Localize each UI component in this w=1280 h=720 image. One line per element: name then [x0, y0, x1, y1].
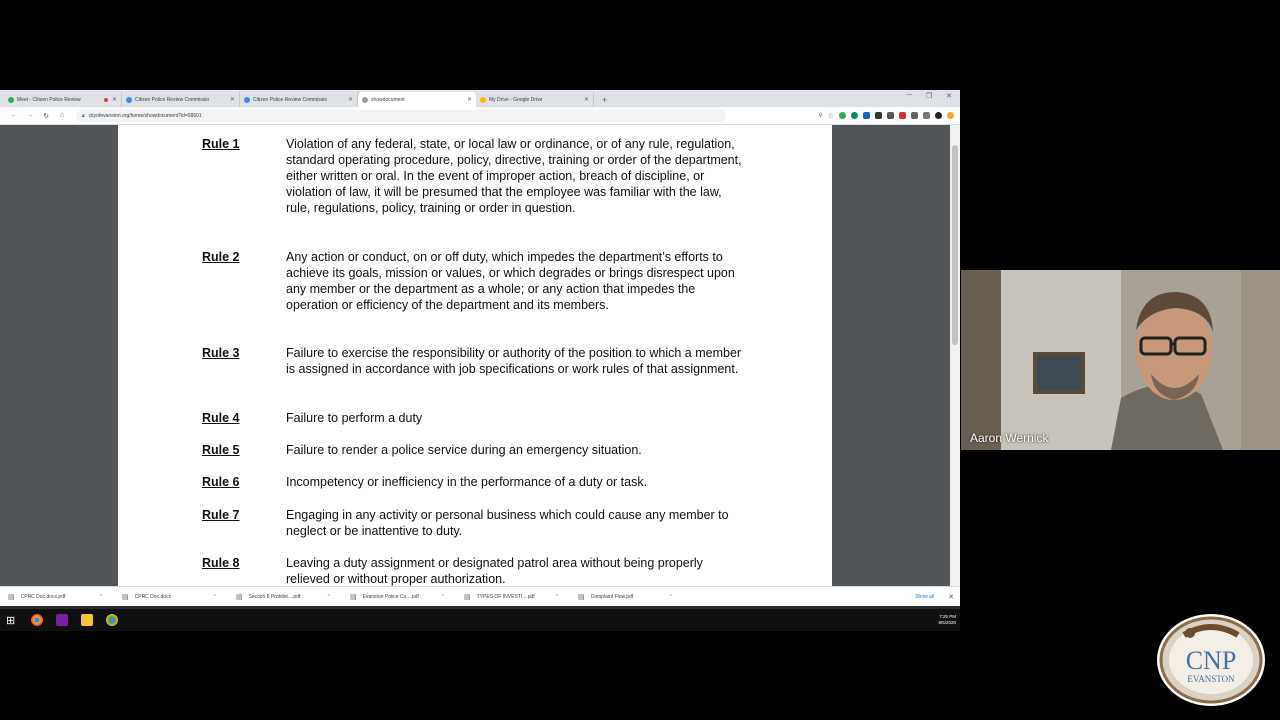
close-icon[interactable]: ✕ [466, 97, 472, 103]
window-controls [907, 92, 952, 100]
participant-name: Aaron Wernick [970, 431, 1049, 445]
globe-favicon-icon [362, 97, 368, 103]
download-name: Section 8 Prohibit....pdf [248, 593, 301, 600]
chevron-up-icon[interactable]: ⌃ [440, 593, 445, 600]
participant-video-icon [961, 270, 1280, 450]
back-arrow-icon[interactable]: ← [10, 112, 18, 119]
windows-start-icon[interactable]: ⊞ [6, 614, 16, 627]
update-icon[interactable] [947, 112, 954, 119]
lock-icon: 🔒︎ [82, 112, 85, 119]
extensions-puzzle-icon[interactable] [923, 112, 930, 119]
download-name: CPRC Doc.docx [134, 593, 172, 600]
rule-text: Engaging in any activity or personal business which could cause any member to neglect or be inattentive to duty. [286, 508, 729, 538]
extension-icon[interactable] [911, 112, 918, 119]
chevron-up-icon[interactable]: ⌃ [98, 593, 103, 600]
browser-tab[interactable] [4, 92, 122, 107]
download-item[interactable] [578, 593, 692, 601]
browser-tab[interactable] [476, 92, 594, 107]
browser-tab[interactable] [240, 92, 358, 107]
show-all-link[interactable]: Show all [915, 593, 935, 600]
participant-video-tile [961, 270, 1280, 450]
logo-text: CNP [1185, 646, 1237, 675]
clock-date: 8/5/2020 [938, 620, 956, 625]
home-icon[interactable]: ⌂ [59, 112, 65, 119]
scrollbar-thumb[interactable] [952, 145, 958, 345]
docs-favicon-icon [244, 97, 250, 103]
forward-arrow-icon[interactable]: → [26, 112, 34, 119]
tab-label: Citizen Police Review Commissio [135, 96, 210, 103]
download-item[interactable] [350, 593, 464, 601]
rule-name: Rule 7 [202, 508, 240, 522]
tab-label: Citizen Police Review Commissio [253, 96, 328, 103]
pdf-file-icon: ▤ [350, 593, 357, 601]
document-page [118, 125, 832, 586]
pdf-file-icon: ▤ [578, 593, 585, 601]
browser-tab-active[interactable] [358, 92, 476, 107]
shared-screen [0, 90, 960, 631]
rule-4 [202, 410, 762, 426]
close-window-icon[interactable]: ✕ [946, 93, 952, 100]
close-icon[interactable]: ✕ [347, 97, 353, 103]
windows-taskbar [0, 609, 960, 631]
close-icon[interactable]: ✕ [229, 97, 235, 103]
download-item[interactable] [464, 593, 578, 601]
rule-name: Rule 6 [202, 475, 240, 489]
extension-icon[interactable] [851, 112, 858, 119]
close-icon[interactable]: ✕ [948, 593, 954, 601]
download-item[interactable] [122, 593, 236, 601]
rule-6 [202, 474, 762, 490]
rule-name: Rule 3 [202, 346, 240, 360]
meet-favicon-icon [8, 97, 14, 103]
downloads-bar [0, 586, 960, 606]
extension-icon[interactable] [899, 112, 906, 119]
chevron-up-icon[interactable]: ⌃ [212, 593, 217, 600]
doc-file-icon: ▤ [122, 593, 129, 601]
rule-name: Rule 1 [202, 137, 240, 151]
rule-name: Rule 5 [202, 443, 240, 457]
drive-favicon-icon [480, 97, 486, 103]
extension-icon[interactable] [839, 112, 846, 119]
download-name: Complaint Flow.pdf [590, 593, 634, 600]
rule-text: Failure to exercise the responsibility or authority of the position to which a member is assigned in accordance with job specifications or work rules of that assignment. [286, 346, 742, 376]
rule-name: Rule 4 [202, 411, 240, 425]
logo-subtext: EVANSTON [1187, 674, 1235, 684]
browser-toolbar [0, 107, 960, 125]
download-name: TYPES OF INVESTI....pdf [476, 593, 535, 600]
address-bar[interactable] [76, 110, 726, 122]
recording-dot-icon [104, 98, 108, 102]
chevron-up-icon[interactable]: ⌃ [326, 593, 331, 600]
tab-label: Meet - Citizen Police Review [17, 96, 81, 103]
rule-1 [202, 136, 762, 216]
cnp-evanston-logo [1156, 613, 1266, 707]
tab-label: My Drive - Google Drive [489, 96, 543, 103]
zoom-icon[interactable]: ⚲ [818, 113, 823, 119]
rule-name: Rule 2 [202, 250, 240, 264]
restore-icon[interactable]: ❐ [925, 93, 933, 100]
profile-avatar-icon[interactable] [935, 112, 942, 119]
rule-text: Any action or conduct, on or off duty, which impedes the department’s efforts to achieve its goals, mission or values, or which degrades or brings disrespect upon any member or the department as a whole; or any action that impedes the operation or efficiency of the department and its members. [286, 250, 735, 312]
pdf-file-icon: ▤ [236, 593, 243, 601]
file-explorer-icon[interactable] [81, 614, 93, 626]
rule-text: Failure to perform a duty [286, 411, 423, 425]
tab-label: showdocument [371, 96, 405, 103]
docs-favicon-icon [126, 97, 132, 103]
rule-text: Incompetency or inefficiency in the performance of a duty or task. [286, 475, 648, 489]
close-icon[interactable]: ✕ [583, 97, 589, 103]
close-icon[interactable]: ✕ [111, 97, 117, 103]
rule-text: Violation of any federal, state, or local law or ordinance, or of any rule, regulation, standard operating procedure, policy, directive, training or order of the department, either written or oral. In the event of improper action, breach of discipline, or violation of law, it will be presumed that the employee was familiar with the law, rule, regulations, policy, training or order in question. [286, 137, 742, 215]
scrollbar[interactable] [950, 125, 960, 586]
pdf-file-icon: ▤ [8, 593, 15, 601]
extension-icon[interactable] [875, 112, 882, 119]
browser-tab[interactable] [122, 92, 240, 107]
star-icon[interactable]: ☆ [827, 112, 834, 120]
rule-8 [202, 555, 762, 586]
rule-2 [202, 249, 762, 313]
url-text: cityofevanston.org/home/showdocument?id=58601 [88, 112, 202, 119]
download-name: Evanston Police Co....pdf [362, 593, 419, 600]
download-name: CPRC Doc.docx.pdf [20, 593, 66, 600]
rule-5 [202, 442, 762, 458]
download-item[interactable] [8, 593, 122, 601]
chevron-up-icon[interactable]: ⌃ [554, 593, 559, 600]
clock-time: 7:25 PM [939, 614, 956, 619]
pdf-viewer[interactable] [0, 125, 960, 586]
extension-icon[interactable] [887, 112, 894, 119]
minimize-icon[interactable]: ─ [906, 92, 912, 99]
extension-icon[interactable] [863, 112, 870, 119]
chrome-icon[interactable] [31, 614, 43, 626]
new-tab-icon[interactable]: + [602, 95, 608, 105]
rule-name: Rule 8 [202, 556, 240, 570]
system-clock[interactable] [938, 614, 956, 626]
pdf-file-icon: ▤ [464, 593, 471, 601]
chevron-up-icon[interactable]: ⌃ [668, 593, 673, 600]
rule-7 [202, 507, 762, 539]
rule-text: Leaving a duty assignment or designated patrol area without being properly relieved or without proper authorization. [286, 556, 703, 586]
reload-icon[interactable]: ↻ [43, 112, 49, 120]
rule-text: Failure to render a police service during an emergency situation. [286, 443, 642, 457]
browser-tab-strip [0, 90, 960, 107]
app-icon[interactable] [56, 614, 68, 626]
download-item[interactable] [236, 593, 350, 601]
extensions-area [818, 112, 954, 120]
chrome-icon[interactable] [106, 614, 118, 626]
rule-3 [202, 345, 762, 377]
